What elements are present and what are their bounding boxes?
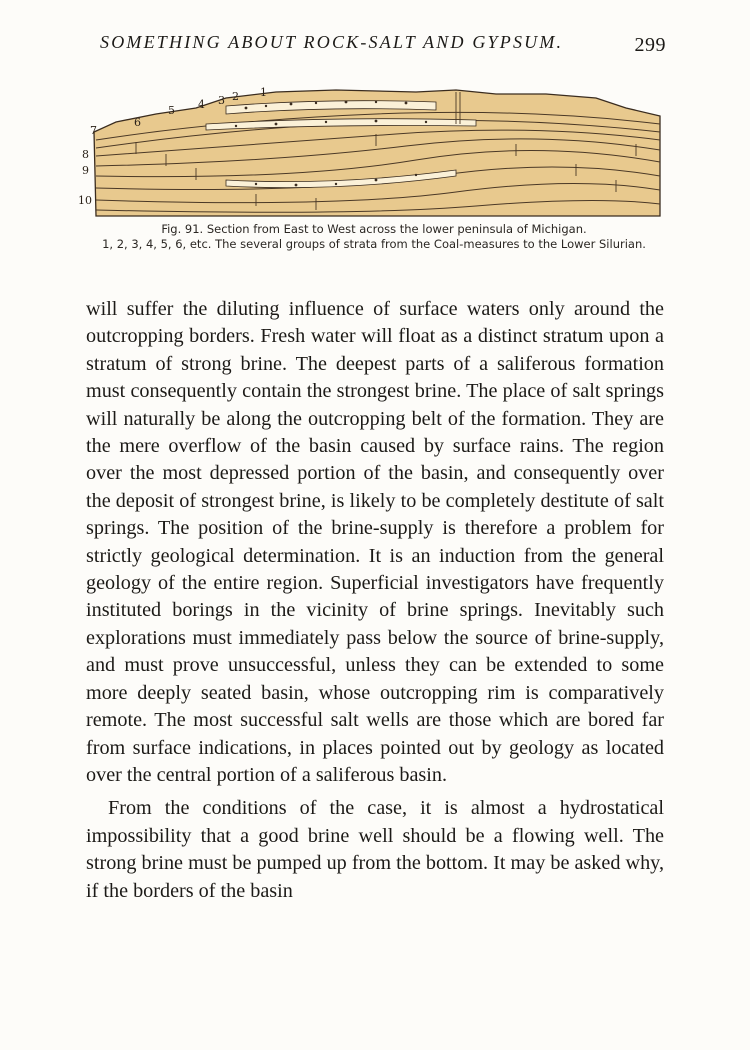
pebble: [315, 102, 317, 104]
pebble: [275, 123, 278, 126]
pebble: [290, 103, 293, 106]
paragraph: From the conditions of the case, it is almost a hydrostatical impossibility that a good brine well should be a flowing well. The strong brine must be pumped up from the bottom. It may be asked why, if the borders of the basin: [86, 797, 664, 902]
layer-label: 4: [198, 98, 205, 111]
caption-body: 1, 2, 3, 4, 5, 6, etc. The several groups of strata from the Coal-measures to the Lower Silurian.: [102, 236, 646, 251]
layer-label: 9: [82, 164, 89, 177]
layer-label: 8: [82, 148, 89, 161]
pebble: [245, 107, 248, 110]
strata-section-illustration: [76, 84, 668, 220]
pebble: [235, 125, 237, 127]
running-title: SOMETHING ABOUT ROCK-SALT AND GYPSUM.: [100, 32, 564, 52]
pebble: [375, 101, 377, 103]
layer-label: 5: [168, 104, 175, 117]
pebble: [265, 105, 267, 107]
pebble: [375, 179, 378, 182]
paragraph: will suffer the diluting influence of surface waters only around the outcropping borders. Fresh water will float as a distinct stratum upon a stratum of strong brine. The deepest parts of a saliferous formation must consequently contain the strongest brine. The place of salt springs will naturally be along the outcropping belt of the formation. They are the mere overflow of the basin caused by surface rains. The region over the most depressed portion of the basin, and consequently over the deposit of strongest brine, is likely to be completely destitute of salt springs. The position of the brine-supply is therefore a problem for strictly geological determination. It is an induction from the general geology of the entire region. Superficial investigators have frequently instituted borings in the vicinity of brine springs. Inevitably such explorations must immediately pass below the source of brine-supply, and must prove unsuccessful, unless they can be extended to some more deeply seated basin, whose outcropping rim is comparatively remote. The most successful salt wells are those which are bored far from surface indications, in places pointed out by geology as located over the central portion of a saliferous basin.: [86, 298, 664, 786]
pebble: [405, 102, 408, 105]
layer-label: 6: [134, 116, 141, 129]
pebble: [415, 174, 417, 176]
pebble: [335, 183, 337, 185]
layer-label: 2: [232, 90, 239, 103]
pebble: [375, 120, 378, 123]
layer-label: 7: [90, 124, 97, 137]
layer-label: 10: [78, 194, 92, 207]
layer-label: 3: [218, 94, 225, 107]
pebble: [295, 184, 298, 187]
pebble: [345, 101, 348, 104]
pebble: [425, 121, 427, 123]
geological-section-figure: [76, 84, 668, 220]
figure-caption: [80, 222, 668, 251]
pebble: [325, 121, 327, 123]
page-number: 299: [634, 34, 666, 56]
caption-title: Fig. 91. Section from East to West across the lower peninsula of Michigan.: [161, 222, 587, 236]
body-text: [86, 296, 664, 905]
running-head: [100, 32, 680, 56]
layer-label: 1: [260, 86, 267, 99]
pebble: [255, 183, 257, 185]
